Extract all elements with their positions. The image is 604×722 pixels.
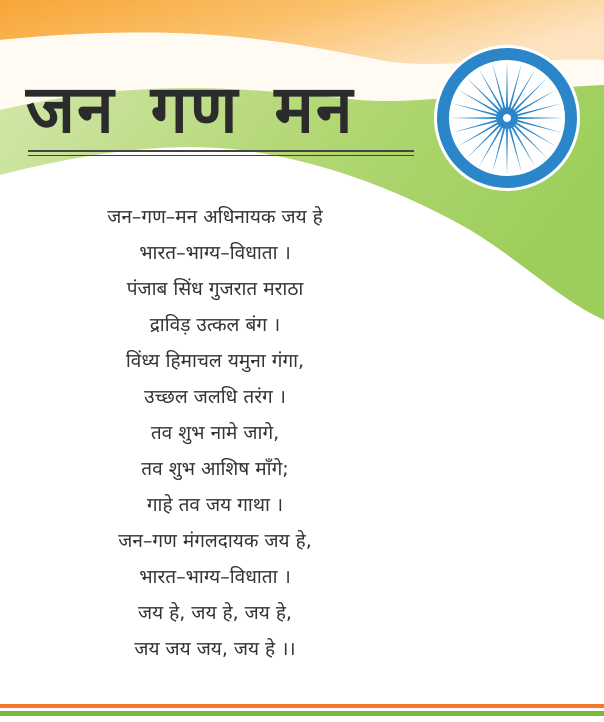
verse-line: पंजाब सिंध गुजरात मराठा <box>126 278 304 300</box>
verse-line: उच्छल जलधि तरंग । <box>144 386 286 408</box>
verse-line: भारत–भाग्य–विधाता । <box>139 566 291 588</box>
verse-line: जन–गण–मन अधिनायक जय हे <box>107 206 323 228</box>
anthem-verses <box>30 199 400 667</box>
verse-line: जन–गण मंगलदायक जय हे, <box>118 530 312 552</box>
verse-line: तव शुभ नामे जागे, <box>150 422 280 444</box>
ashoka-chakra-icon <box>432 43 582 193</box>
verse-line: जय जय जय, जय हे ।। <box>134 638 296 660</box>
verse-line: भारत–भाग्य–विधाता । <box>139 242 291 264</box>
title-underline-thin <box>28 155 414 156</box>
verse-line: गाहे तव जय गाथा । <box>146 494 284 516</box>
page-title: जन गण मन <box>26 71 355 148</box>
verse-line: जय हे, जय हे, जय हे, <box>138 602 292 624</box>
verse-line: विंध्य हिमाचल यमुना गंगा, <box>125 350 305 372</box>
verse-line: द्राविड़ उत्कल बंग । <box>149 314 281 336</box>
verse-line: तव शुभ आशिष माँगे; <box>141 458 289 480</box>
title-underline <box>28 150 414 152</box>
green-stripe <box>0 711 604 716</box>
